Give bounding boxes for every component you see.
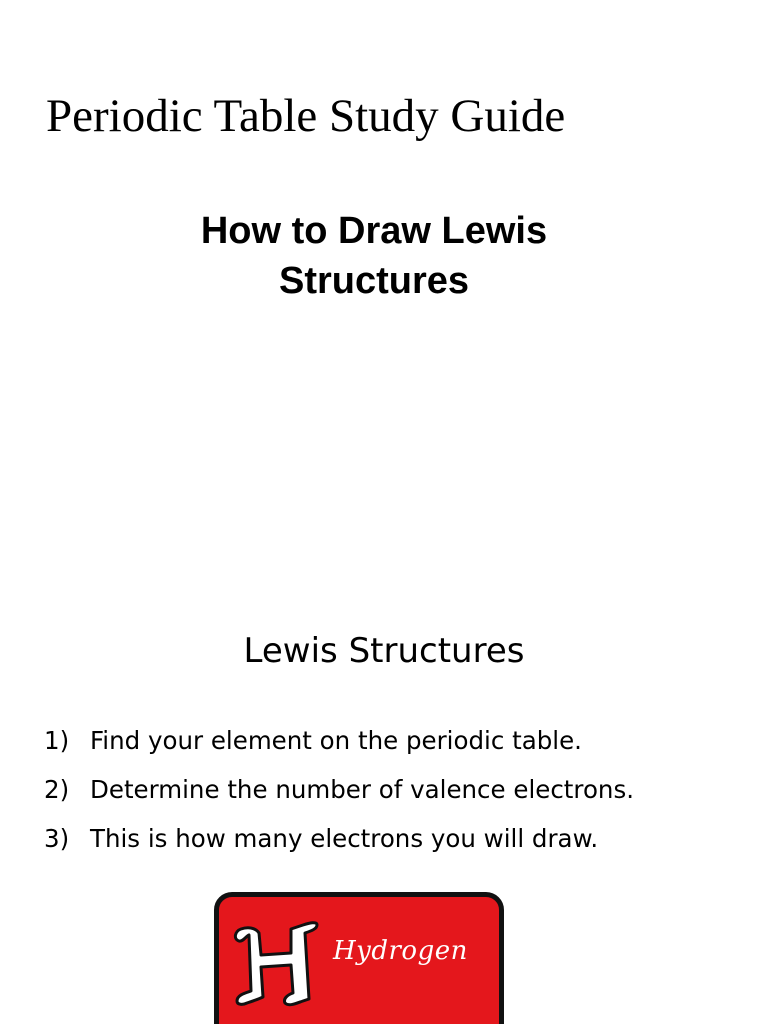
step-number: 1): [44, 726, 70, 755]
step-text: Find your element on the periodic table.: [90, 726, 582, 755]
step-text: Determine the number of valence electrons.: [90, 775, 635, 804]
element-name: Hydrogen: [333, 936, 468, 966]
subtitle: [0, 206, 748, 306]
subtitle-line-2: Structures: [278, 260, 470, 302]
list-item: [44, 765, 634, 814]
hydrogen-element-card: [214, 892, 504, 1024]
document-title: Periodic Table Study Guide: [46, 90, 566, 142]
step-number: 3): [44, 824, 70, 853]
element-symbol-graphic: [227, 921, 327, 1011]
subtitle-line-1: How to Draw Lewis: [200, 210, 548, 252]
list-item: [44, 814, 634, 863]
list-item: [44, 716, 634, 765]
step-number: 2): [44, 775, 70, 804]
section-heading: Lewis Structures: [243, 631, 525, 671]
step-text: This is how many electrons you will draw.: [90, 824, 599, 853]
steps-list: [44, 716, 634, 863]
